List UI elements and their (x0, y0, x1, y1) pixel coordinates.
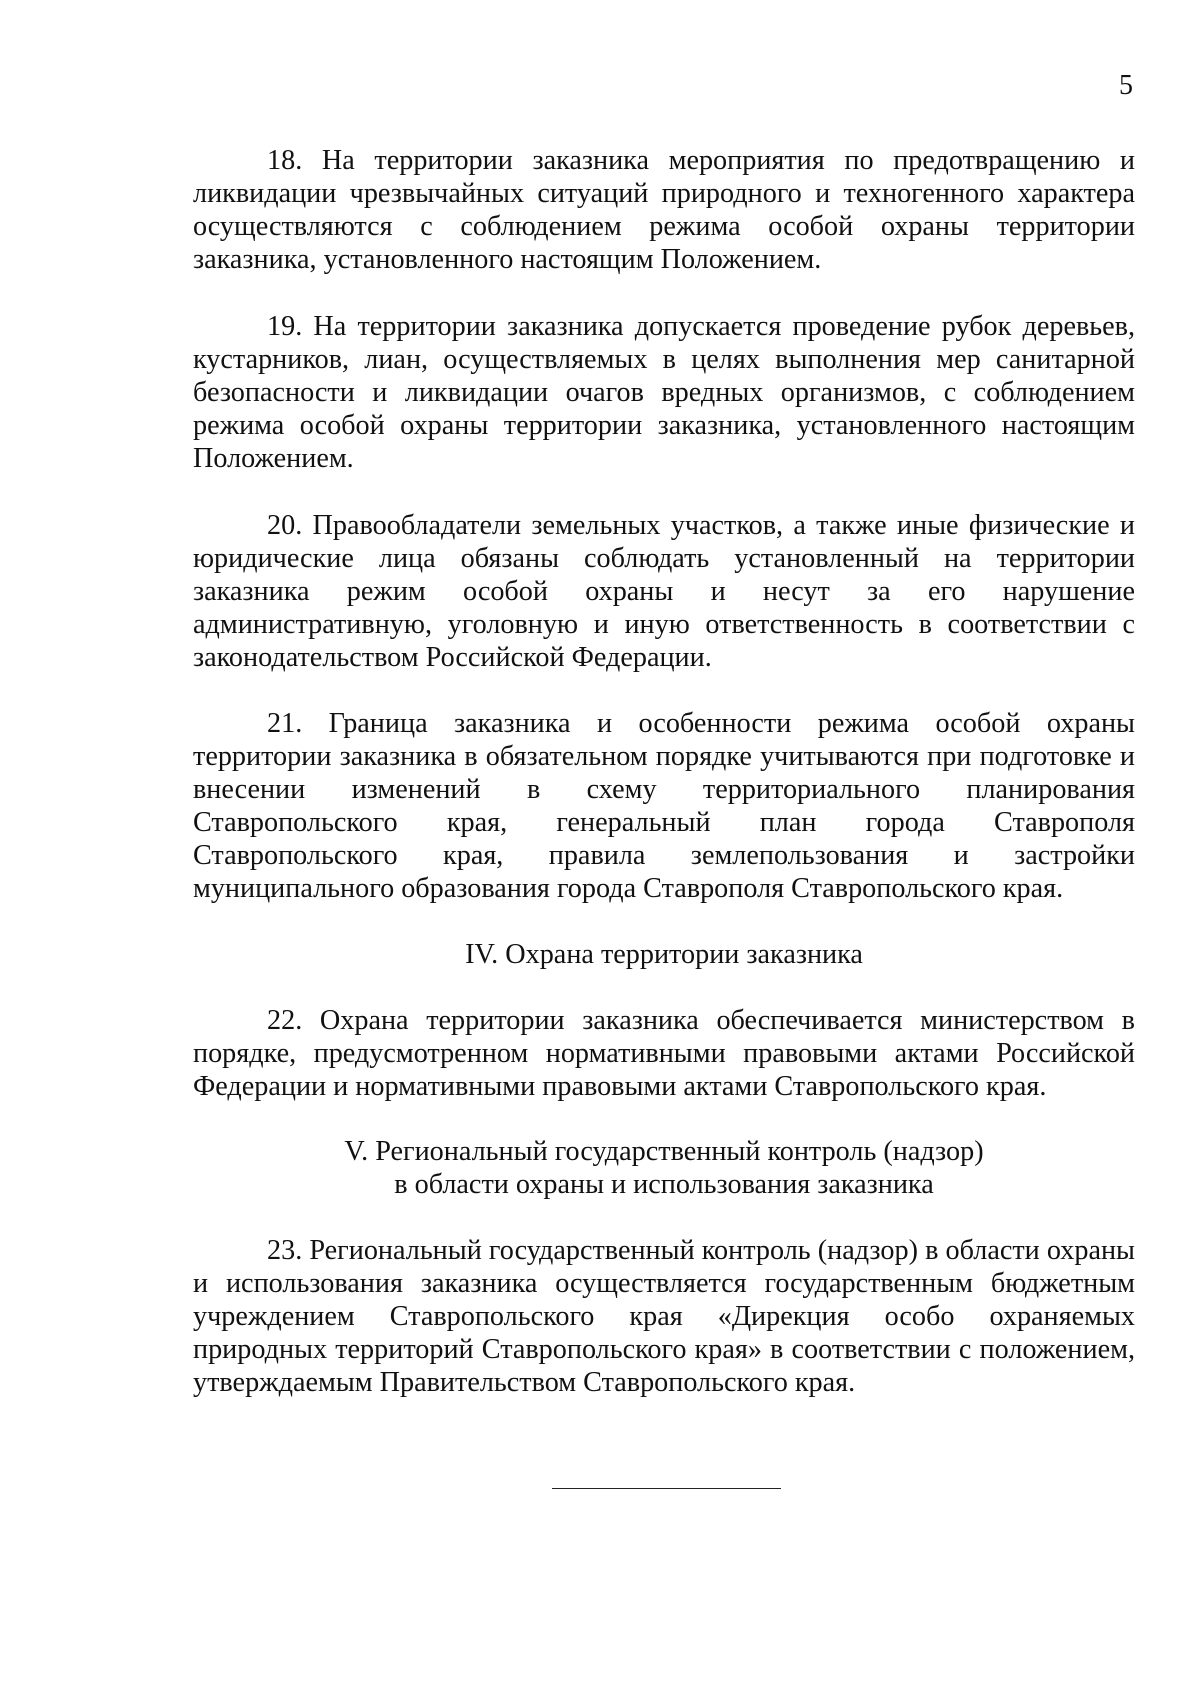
paragraph-21: 21. Граница заказника и особенности режима особой охраны территории заказника в обязательном порядке учитываются при подготовке и внесении изменений в схему территориального планирования Ставропольского края, генеральный план города Ставрополя Ставропольского края, правила землепользования и застройки муниципального образования города Ставрополя Ставропольского края. (193, 708, 1135, 904)
section-heading-4: IV. Охрана территории заказника (465, 939, 863, 970)
page-number: 5 (1119, 70, 1133, 101)
paragraph-19: 19. На территории заказника допускается проведение рубок деревьев, кустарников, лиан, осуществляемых в целях выполнения мер санитарной безопасности и ликвидации очагов вредных организмов, с соблюдением режима особой охраны территории заказника, установленного настоящим Положением. (193, 311, 1135, 474)
section-heading-5-line-1: V. Региональный государственный контроль (надзор) (344, 1136, 984, 1167)
closing-divider (552, 1488, 781, 1489)
paragraph-22: 22. Охрана территории заказника обеспечивается министерством в порядке, предусмотренном нормативными правовыми актами Российской Федерации и нормативными правовыми актами Ставропольского края. (193, 1005, 1135, 1102)
paragraph-18: 18. На территории заказника мероприятия по предотвращению и ликвидации чрезвычайных ситуаций природного и техногенного характера осуществляются с соблюдением режима особой охраны территории заказника, установленного настоящим Положением. (193, 145, 1135, 275)
paragraph-23: 23. Региональный государственный контроль (надзор) в области охраны и использования заказника осуществляется государственным бюджетным учреждением Ставропольского края «Дирекция особо охраняемых природных территорий Ставропольского края» в соответствии с положением, утверждаемым Правительством Ставропольского края. (193, 1235, 1135, 1398)
section-heading-5-line-2: в области охраны и использования заказника (394, 1169, 934, 1200)
paragraph-20: 20. Правообладатели земельных участков, а также иные физические и юридические лица обязаны соблюдать установленный на территории заказника режим особой охраны и несут за его нарушение административную, уголовную и иную ответственность в соответствии с законодательством Российской Федерации. (193, 510, 1135, 673)
section-heading-5 (193, 1135, 1135, 1201)
